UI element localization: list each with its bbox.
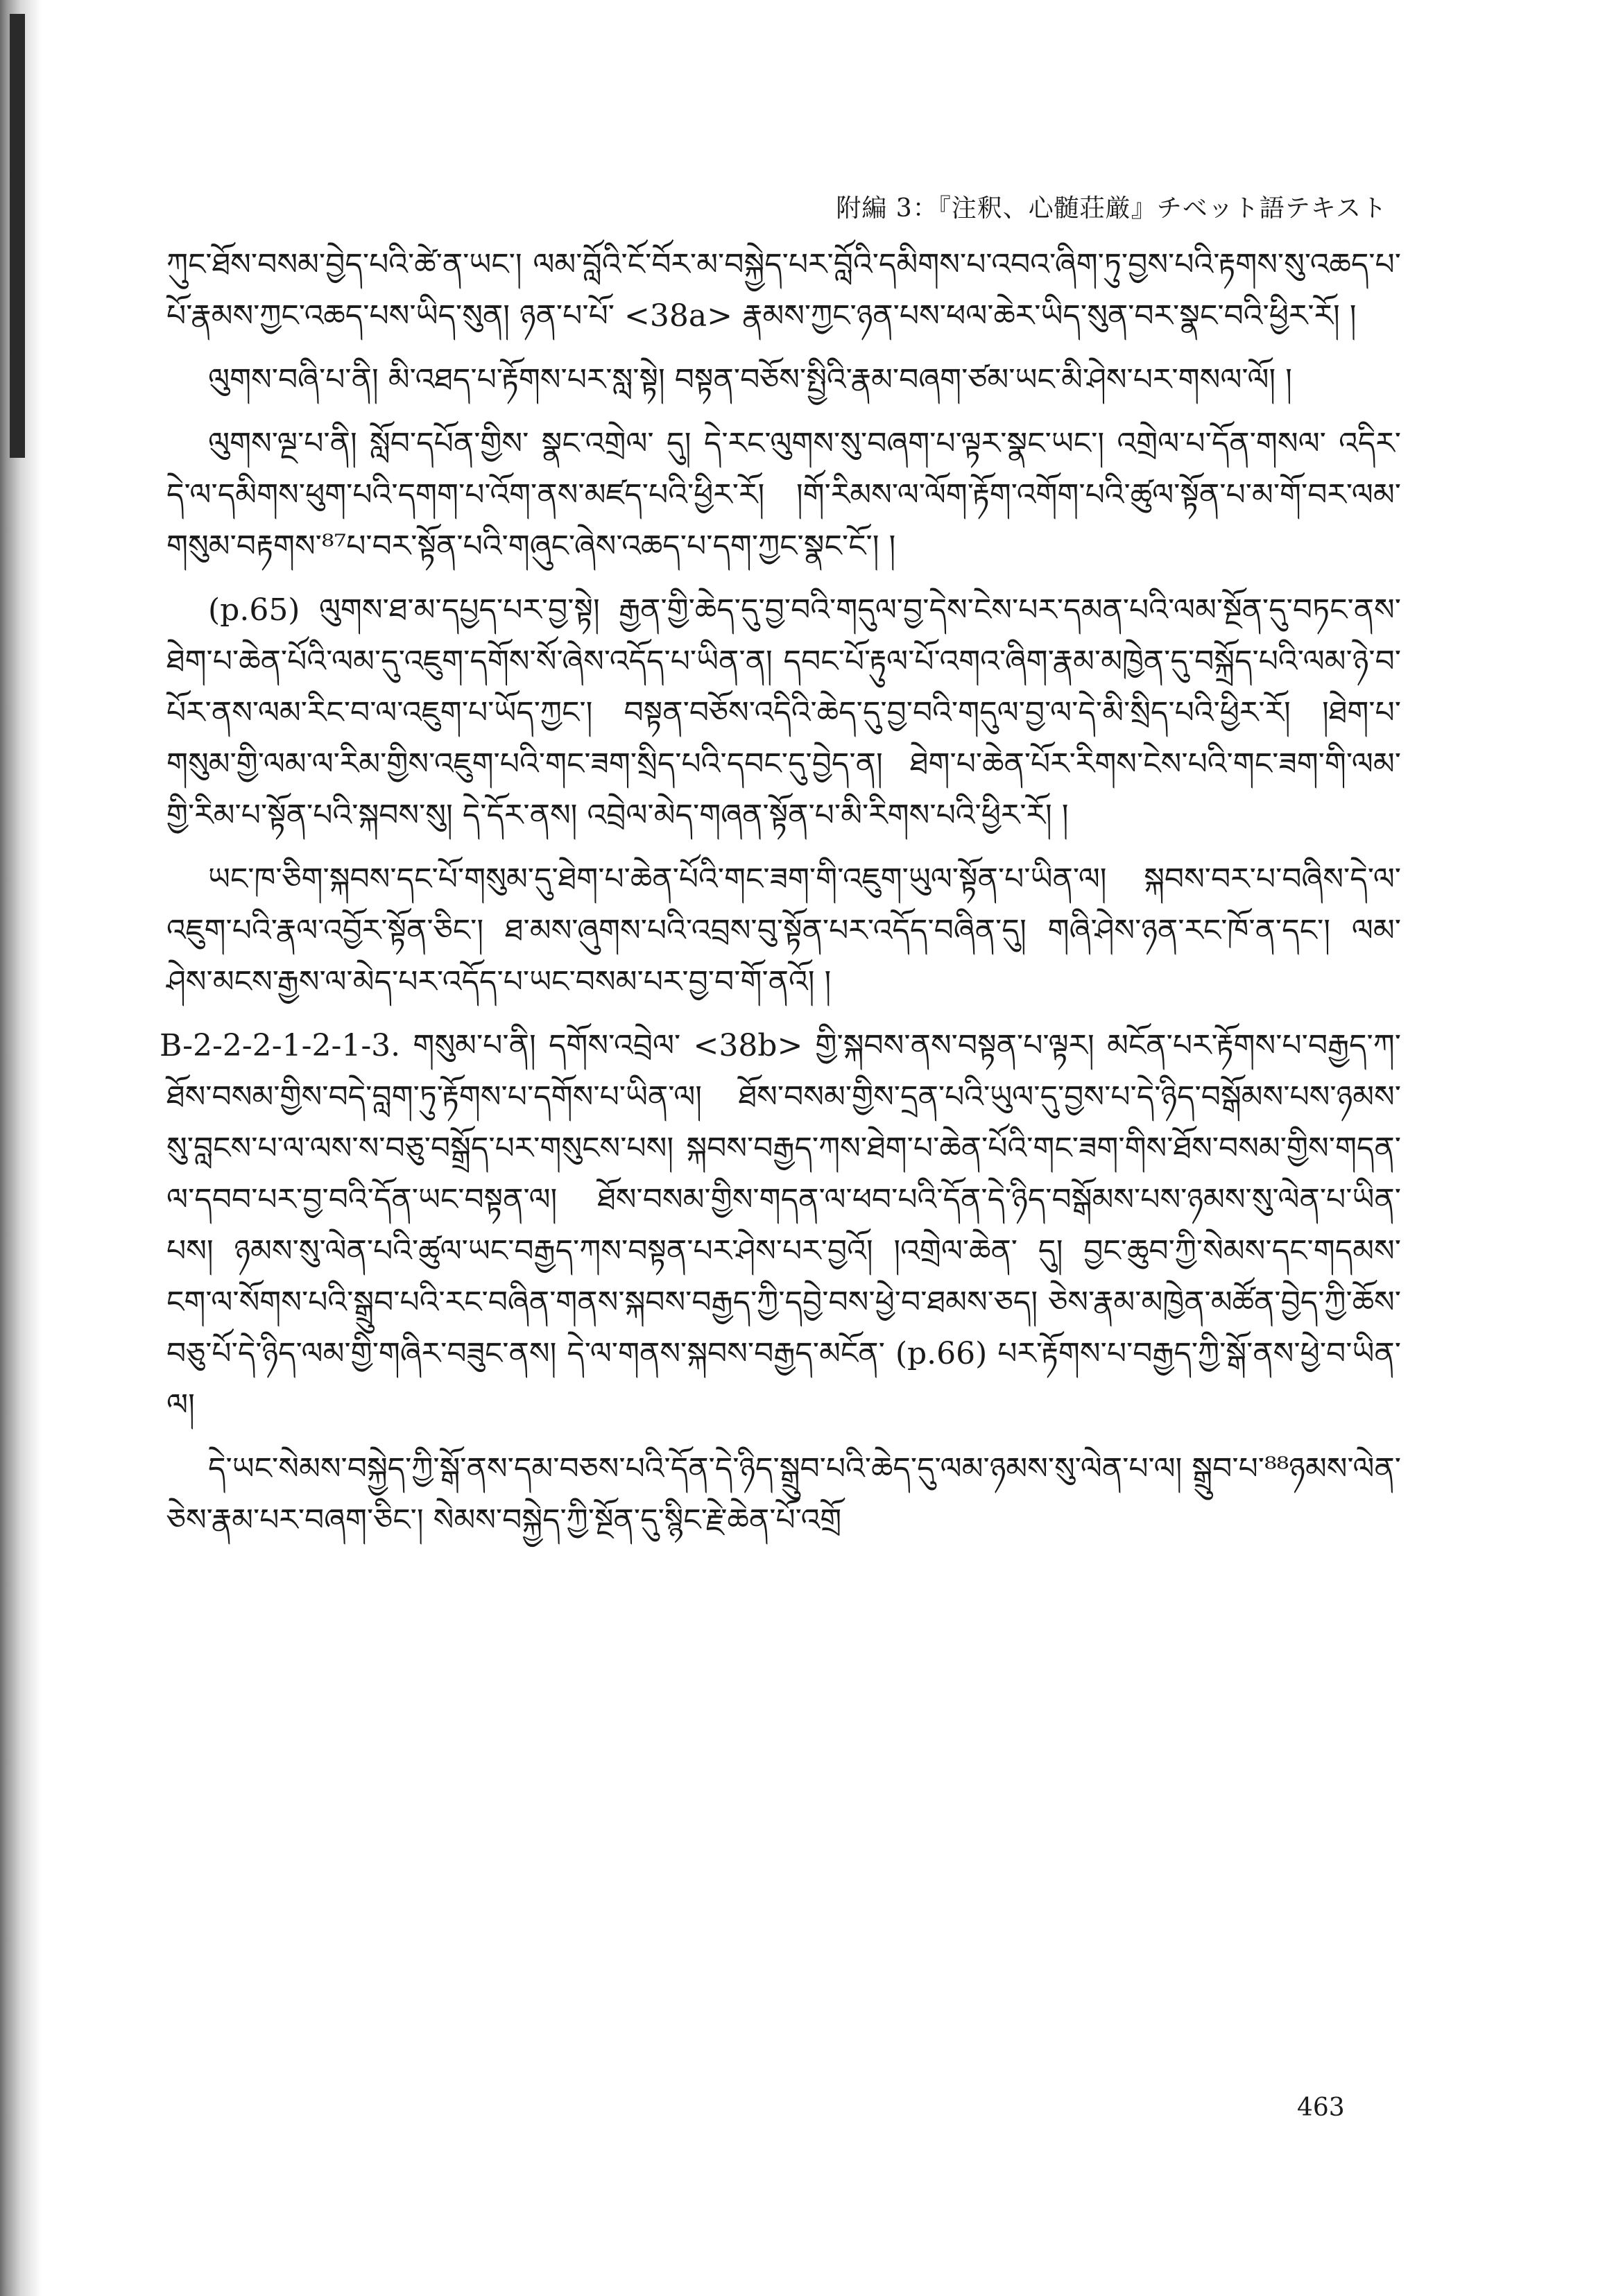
page-number: 463 xyxy=(1297,2093,1345,2122)
paragraph-3: ལུགས་ལྔ་པ་ནི། སློབ་དཔོན་གྱིས་ སྣང་འགྲེལ་ དུ། དེ་རང་ལུགས་སུ་བཞག་པ་ལྟར་སྣང་ཡང་། འགྲེལ་པ་དོན་གསལ་ འདིར་དེ་ལ་དམིགས་ཕུག་པའི་དགག་པ་འོག་ནས་མཛད་པའི་ཕྱིར་རོ། །གོ་རིམས་ལ་ལོག་རྟོག་འགོག་པའི་ཚུལ་སྟོན་པ་མ་གོ་བར་ལམ་གསུམ་བརྟགས་⁸⁷པ་བར་སྟོན་པའི་གཞུང་ཞེས་འཆད་པ་དག་ཀྱང་སྣང་ངོ་། ། xyxy=(166,426,1401,564)
page-body xyxy=(160,239,1401,1559)
scan-binding-mark xyxy=(10,14,25,458)
paragraph-6: B-2-2-2-1-2-1-3. གསུམ་པ་ནི། དགོས་འབྲེལ་ <38b> གྱི་སྐབས་ནས་བསྟན་པ་ལྟར། མངོན་པར་རྟོགས་པ་བརྒྱད་ཀ་ཐོས་བསམ་གྱིས་བདེ་བླག་ཏུ་རྟོགས་པ་དགོས་པ་ཡིན་ལ། ཐོས་བསམ་གྱིས་དྲན་པའི་ཡུལ་དུ་བྱས་པ་དེ་ཉིད་བསྒོམས་པས་ཉམས་སུ་བླངས་པ་ལ་ལས་ས་བཅུ་བསྒྲོད་པར་གསུངས་པས། སྐབས་བརྒྱད་ཀས་ཐེག་པ་ཆེན་པོའི་གང་ཟག་གིས་ཐོས་བསམ་གྱིས་གདན་ལ་དབབ་པར་བྱ་བའི་དོན་ཡང་བསྟན་ལ། ཐོས་བསམ་གྱིས་གདན་ལ་ཕབ་པའི་དོན་དེ་ཉིད་བསྒོམས་པས་ཉམས་སུ་ལེན་པ་ཡིན་པས། ཉམས་སུ་ལེན་པའི་ཚུལ་ཡང་བརྒྱད་ཀས་བསྟན་པར་ཤེས་པར་བྱའོ། །འགྲེལ་ཆེན་ དུ། བྱང་ཆུབ་ཀྱི་སེམས་དང་གདམས་ངག་ལ་སོགས་པའི་སྒྲུབ་པའི་རང་བཞིན་གནས་སྐབས་བརྒྱད་ཀྱི་དབྱེ་བས་ཕྱེ་བ་ཐམས་ཅད། ཅེས་རྣམ་མཁྱེན་མཚོན་བྱེད་ཀྱི་ཆོས་བཅུ་པོ་དེ་ཉིད་ལམ་གྱི་གཞིར་བཟུང་ནས། དེ་ལ་གནས་སྐབས་བརྒྱད་མངོན་ (p.66) པར་རྟོགས་པ་བརྒྱད་ཀྱི་སྒོ་ནས་ཕྱེ་བ་ཡིན་ལ། xyxy=(160,1028,1401,1423)
running-header: 附編 3：『注釈、心髄荘厳』チベット語テキスト xyxy=(836,194,1387,223)
paragraph-1: ཀུང་ཐོས་བསམ་བྱེད་པའི་ཚེ་ན་ཡང་། ལམ་བློའི་ངོ་བོར་མ་བསྐྱེད་པར་བློའི་དམིགས་པ་འབའ་ཞིག་ཏུ་བྱས་པའི་རྟགས་སུ་འཆད་པ་པོ་རྣམས་ཀྱང་འཆད་པས་ཡིད་སུན། ཉན་པ་པོ་ <38a> རྣམས་ཀྱང་ཉན་པས་ཕལ་ཆེར་ཡིད་སུན་བར་སྣང་བའི་ཕྱིར་རོ། ། xyxy=(166,247,1401,334)
paragraph-4: (p.65) ལུགས་ཐ་མ་དཔྱད་པར་བྱ་སྟེ། རྒྱན་གྱི་ཆེད་དུ་བྱ་བའི་གདུལ་བྱ་དེས་ངེས་པར་དམན་པའི་ལམ་སྔོན་དུ་བཏང་ནས་ཐེག་པ་ཆེན་པོའི་ལམ་དུ་འཇུག་དགོས་སོ་ཞེས་འདོད་པ་ཡིན་ན། དབང་པོ་རྟུལ་པོ་འགའ་ཞིག་རྣམ་མཁྱེན་དུ་བསྐྲོད་པའི་ལམ་ཉེ་བ་པོར་ནས་ལམ་རིང་བ་ལ་འཇུག་པ་ཡོད་ཀྱང་། བསྟན་བཅོས་འདིའི་ཆེད་དུ་བྱ་བའི་གདུལ་བྱ་ལ་དེ་མི་སྲིད་པའི་ཕྱིར་རོ། །ཐེག་པ་གསུམ་གྱི་ལམ་ལ་རིམ་གྱིས་འཇུག་པའི་གང་ཟག་སྲིད་པའི་དབང་དུ་བྱེད་ན། ཐེག་པ་ཆེན་པོར་རིགས་ངེས་པའི་གང་ཟག་གི་ལམ་གྱི་རིམ་པ་སྟོན་པའི་སྐབས་སུ། དེ་དོར་ནས། འབྲེལ་མེད་གཞན་སྟོན་པ་མི་རིགས་པའི་ཕྱིར་རོ། ། xyxy=(166,592,1401,833)
paragraph-2: ལུགས་བཞི་པ་ནི། མི་འཐད་པ་རྟོགས་པར་སླ་སྟེ། བསྟན་བཅོས་སྤྱིའི་རྣམ་བཞག་ཙམ་ཡང་མི་ཤེས་པར་གསལ་ལོ། ། xyxy=(208,362,1292,397)
paragraph-5: ཡང་ཁ་ཅིག་སྐབས་དང་པོ་གསུམ་དུ་ཐེག་པ་ཆེན་པོའི་གང་ཟག་གི་འཇུག་ཡུལ་སྟོན་པ་ཡིན་ལ། སྐབས་བར་པ་བཞིས་དེ་ལ་འཇུག་པའི་རྣལ་འབྱོར་སྟོན་ཅིང་། ཐ་མས་ཞུགས་པའི་འབྲས་བུ་སྟོན་པར་འདོད་བཞིན་དུ། གཞི་ཤེས་ཉན་རང་ཁོ་ན་དང་། ལམ་ཤེས་མངས་རྒྱས་ལ་མེད་པར་འདོད་པ་ཡང་བསམ་པར་བྱ་བ་གོ་ནའོ། ། xyxy=(166,862,1401,1000)
paragraph-7: དེ་ཡང་སེམས་བསྐྱེད་ཀྱི་སྒོ་ནས་དམ་བཅས་པའི་དོན་དེ་ཉིད་སྒྲུབ་པའི་ཆེད་དུ་ལམ་ཉམས་སུ་ལེན་པ་ལ། སྒྲུབ་པ་⁸⁸ཉམས་ལེན་ཅེས་རྣམ་པར་བཞག་ཅིང་། སེམས་བསྐྱེད་ཀྱི་སྔོན་དུ་སྙིང་རྗེ་ཆེན་པོ་འགྲོ xyxy=(166,1451,1401,1538)
